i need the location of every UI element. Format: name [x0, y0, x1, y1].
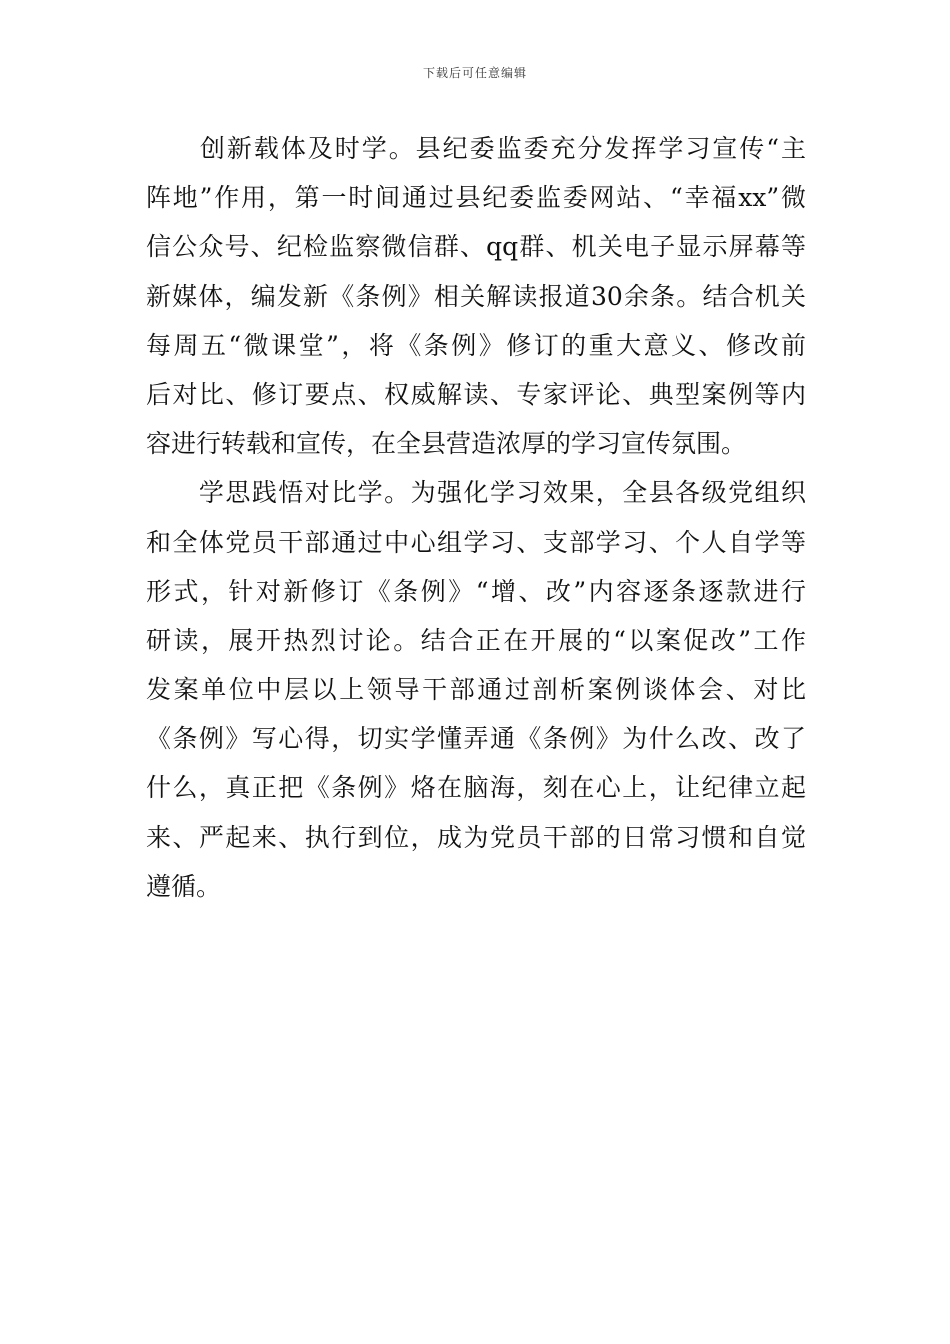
text-line: 来、严起来、执行到位，成为党员干部的日常习惯和自觉: [146, 822, 806, 852]
text-line: 遵循。: [146, 871, 222, 901]
text-line: 学思践悟对比学。为强化学习效果，全县各级党组织: [146, 478, 806, 508]
text-line: 阵地”作用，第一时间通过县纪委监委网站、“幸福xx”微: [146, 183, 806, 213]
text-line: 形式，针对新修订《条例》“增、改”内容逐条逐款进行: [146, 576, 806, 606]
page-header: 下载后可任意编辑: [422, 66, 527, 80]
text-line: 容进行转载和宣传，在全县营造浓厚的学习宣传氛围。: [146, 429, 747, 459]
text-line: 什么，真正把《条例》烙在脑海，刻在心上，让纪律立起: [146, 773, 806, 803]
text-line: 每周五“微课堂”，将《条例》修订的重大意义、修改前: [146, 330, 806, 360]
text-line: 发案单位中层以上领导干部通过剖析案例谈体会、对比: [146, 675, 806, 705]
text-line: 《条例》写心得，切实学懂弄通《条例》为什么改、改了: [146, 724, 806, 754]
text-line: 研读，展开热烈讨论。结合正在开展的“以案促改”工作: [146, 625, 806, 655]
text-line: 和全体党员干部通过中心组学习、支部学习、个人自学等: [146, 527, 806, 557]
document-body: [146, 124, 806, 911]
text-line: 信公众号、纪检监察微信群、qq群、机关电子显示屏幕等: [146, 232, 806, 262]
text-line: 创新载体及时学。县纪委监委充分发挥学习宣传“主: [146, 134, 806, 163]
text-line: 新媒体，编发新《条例》相关解读报道30余条。结合机关: [146, 281, 806, 311]
paragraph-1: [146, 124, 806, 468]
text-line: 后对比、修订要点、权威解读、专家评论、典型案例等内: [146, 379, 806, 409]
paragraph-2: [146, 468, 806, 911]
